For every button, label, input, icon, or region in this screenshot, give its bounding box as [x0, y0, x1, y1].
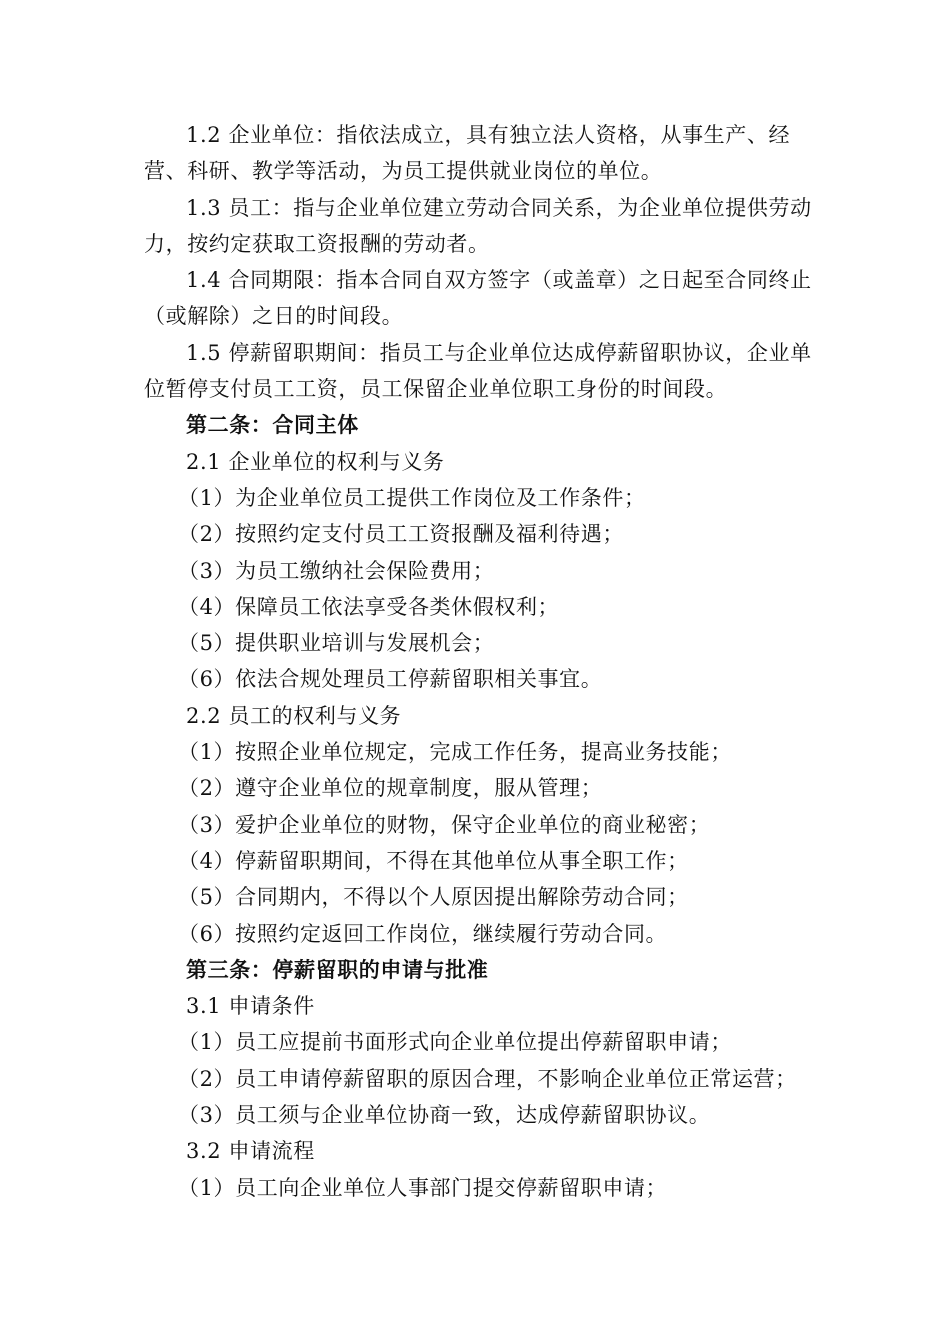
list-item: （1）为企业单位员工提供工作岗位及工作条件；	[178, 485, 646, 510]
list-item: （3）员工须与企业单位协商一致，达成停薪留职协议。	[178, 1103, 711, 1128]
list-item: （1）员工应提前书面形式向企业单位提出停薪留职申请；	[178, 1030, 732, 1055]
list-item: （2）遵守企业单位的规章制度，服从管理；	[178, 776, 603, 801]
list-item: （6）按照约定返回工作岗位，继续履行劳动合同。	[178, 921, 668, 946]
section-3-1-title: 3.1 申请条件	[186, 994, 315, 1019]
section-3-2-title: 3.2 申请流程	[186, 1139, 315, 1164]
definition-1-5: 1.5 停薪留职期间：指员工与企业单位达成停薪留职协议，企业单位暂停支付员工工资，员工保留企业单位职工身份的时间段。	[144, 340, 812, 402]
list-item: （2）按照约定支付员工工资报酬及福利待遇；	[178, 522, 624, 547]
article-3-heading: 第三条：停薪留职的申请与批准	[186, 956, 489, 982]
list-item: （1）员工向企业单位人事部门提交停薪留职申请；	[178, 1175, 668, 1200]
list-item: （3）爱护企业单位的财物，保守企业单位的商业秘密；	[178, 812, 711, 837]
section-2-1-title: 2.1 企业单位的权利与义务	[186, 449, 445, 474]
list-item: （2）员工申请停薪留职的原因合理，不影响企业单位正常运营；	[178, 1066, 797, 1091]
list-item: （4）停薪留职期间，不得在其他单位从事全职工作；	[178, 848, 689, 873]
definition-1-4: 1.4 合同期限：指本合同自双方签字（或盖章）之日起至合同终止（或解除）之日的时间段。	[144, 268, 812, 329]
list-item: （5）提供职业培训与发展机会；	[178, 631, 495, 656]
article-2-heading: 第二条：合同主体	[186, 412, 359, 438]
definition-1-2: 1.2 企业单位：指依法成立，具有独立法人资格，从事生产、经营、科研、教学等活动，为员工提供就业岗位的单位。	[144, 123, 791, 184]
section-2-2-title: 2.2 员工的权利与义务	[186, 703, 402, 728]
list-item: （4）保障员工依法享受各类休假权利；	[178, 594, 560, 619]
list-item: （6）依法合规处理员工停薪留职相关事宜。	[178, 667, 603, 692]
list-item: （3）为员工缴纳社会保险费用；	[178, 558, 495, 583]
document-body	[144, 117, 814, 1206]
list-item: （5）合同期内，不得以个人原因提出解除劳动合同；	[178, 885, 689, 910]
definition-1-3: 1.3 员工：指与企业单位建立劳动合同关系，为企业单位提供劳动力，按约定获取工资报酬的劳动者。	[144, 195, 812, 256]
list-item: （1）按照企业单位规定，完成工作任务，提高业务技能；	[178, 740, 732, 765]
